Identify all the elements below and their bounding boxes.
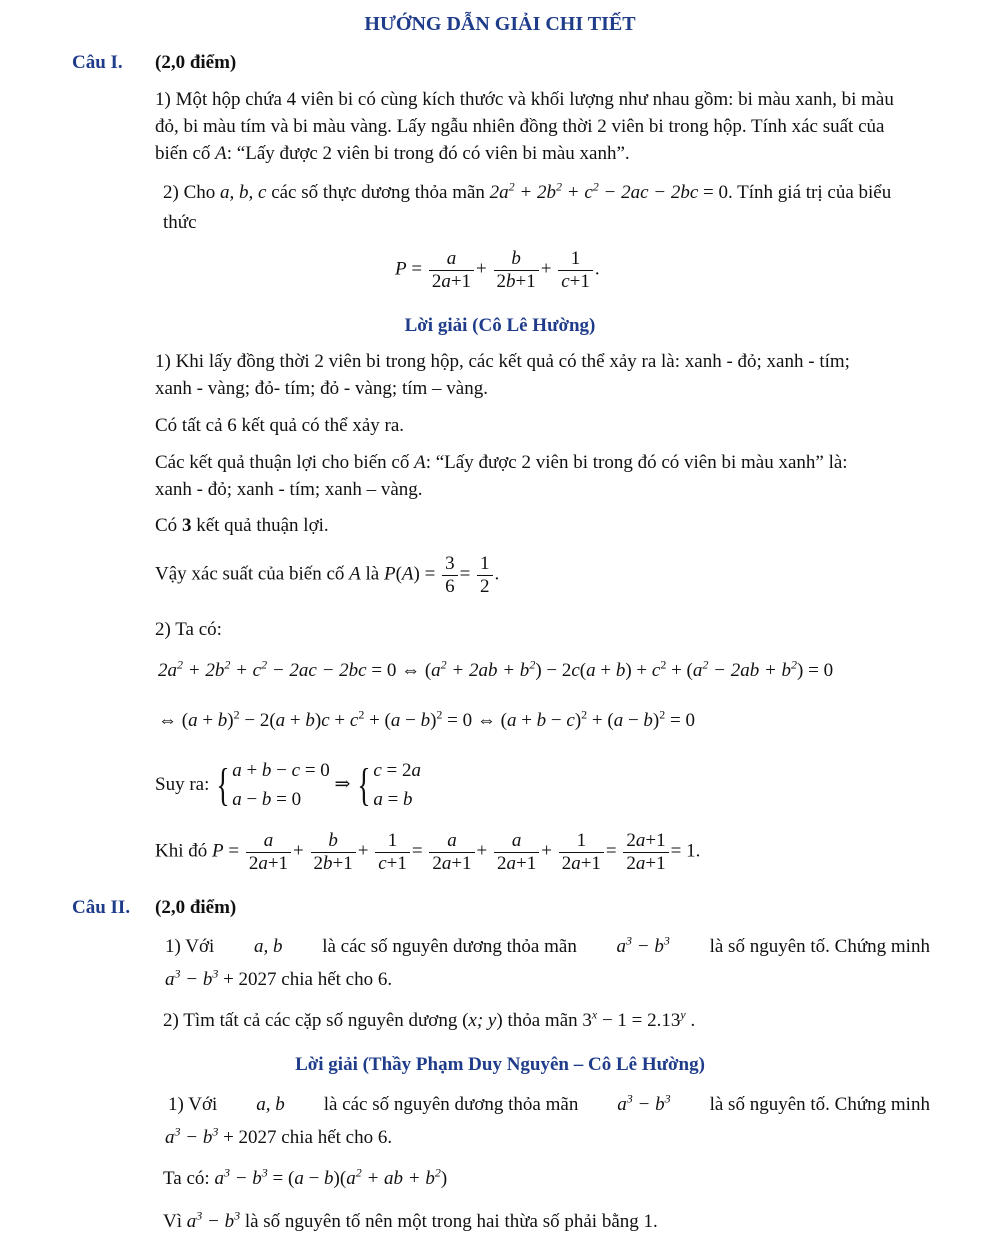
q2-sol1-line1: 1) Với a, b là các số nguyên dương thỏa mãn $a^3 - b^3$ là số nguyên tố. Chứng minh [168,1091,930,1115]
q1-sol2-line1: 2) Ta có: [155,619,222,640]
q1-sol1-line2: xanh - vàng; đỏ- tím; đỏ - vàng; tím – vàng. [155,378,488,399]
q2-part1-line2: $a^3 - b^3 + 2027$ chia hết cho 6. [165,966,393,990]
q2-sol1-line4: Vì $a^3 - b^3$ là số nguyên tố nên một trong hai thừa số phải bằng 1. [163,1208,658,1232]
q1-part1-line2: đỏ, bi màu tím và bi màu vàng. Lấy ngẫu nhiên đồng thời 2 viên bi trong hộp. Tính xác suất của [155,116,885,137]
q1-sol2-conclusion: Khi đó P = $\frac{a}{2a+1}$ + $\frac{b}{2b+1}$ + $\frac{1}{c+1}$ = $\frac{a}{2a+1}$ + $\frac{a}{2a+1}$ + $\frac{1}{2a+1}$ = $\frac{2a+1}{2a+1}$ = 1. [155,830,701,874]
q1-sol2-system: Suy ra: { a + b − c = 0 a − b = 0 ⇒ { c = 2a a = b [155,759,421,811]
q1-sol1-line3: Có tất cả 6 kết quả có thể xảy ra. [155,415,405,436]
question-2-label: Câu II. [72,897,131,918]
q2-solution-title: Lời giải (Thầy Phạm Duy Nguyên – Cô Lê Hường) [295,1054,705,1075]
question-1-label: Câu I. [72,52,123,73]
q1-sol1-line6: Có 3 kết quả thuận lợi. [155,515,329,536]
q1-sol1-line1: 1) Khi lấy đồng thời 2 viên bi trong hộp, các kết quả có thể xảy ra là: xanh - đỏ; xanh - tím; [155,351,850,372]
q1-sol2-eq2: ⇔ $(a + b)^2 - 2(a + b)c + c^2 + (a - b)^2 = 0$ ⇔ $(a + b - c)^2 + (a - b)^2 = 0$ [158,707,695,731]
question-1-points: (2,0 điểm) [155,52,237,73]
q1-part2-line2: thức [163,212,197,233]
q2-part1-line1: 1) Với a, b là các số nguyên dương thỏa mãn $a^3 - b^3$ là số nguyên tố. Chứng minh [165,933,930,957]
q1-part2-line1: 2) Cho a, b, c các số thực dương thỏa mãn $2a^2 + 2b^2 + c^2 - 2ac - 2bc = 0$. Tính giá trị của biểu [163,179,892,203]
q1-sol1-line4: Các kết quả thuận lợi cho biến cố A: “Lấy được 2 viên bi trong đó có viên bi màu xanh” là: [155,452,848,473]
question-2-points: (2,0 điểm) [155,897,237,918]
formula-P: P = $\frac{a}{2a+1}$ + $\frac{b}{2b+1}$ + $\frac{1}{c+1}$ . [395,248,600,292]
q2-part2-line1: 2) Tìm tất cả các cặp số nguyên dương (x; y) thỏa mãn $3^x - 1 = 2.13^y$ . [163,1007,696,1031]
q1-sol1-line7: Vậy xác suất của biến cố A là P(A) = $\frac{3}{6}$ = $\frac{1}{2}$ . [155,553,500,597]
q2-sol1-line2: $a^3 - b^3 + 2027$ chia hết cho 6. [165,1124,393,1148]
q1-part1-line3: biến cố A: “Lấy được 2 viên bi trong đó có viên bi màu xanh”. [155,143,630,164]
page-title: HƯỚNG DẪN GIẢI CHI TIẾT [364,13,636,35]
q1-sol2-eq1: $2a^2 + 2b^2 + c^2 - 2ac - 2bc = 0$ ⇔ $(a^2 + 2ab + b^2) - 2c(a + b) + c^2 + (a^2 - 2ab + b^2) = 0$ [158,657,834,681]
q1-solution-title: Lời giải (Cô Lê Hường) [404,315,596,336]
q2-sol1-line3: Ta có: $a^3 - b^3 = (a - b)(a^2$ + ab + $b^2$) [163,1165,448,1189]
q1-sol1-line5: xanh - đỏ; xanh - tím; xanh – vàng. [155,479,423,500]
q1-part1-line1: 1) Một hộp chứa 4 viên bi có cùng kích thước và khối lượng như nhau gồm: bi màu xanh, bi màu [155,89,894,110]
